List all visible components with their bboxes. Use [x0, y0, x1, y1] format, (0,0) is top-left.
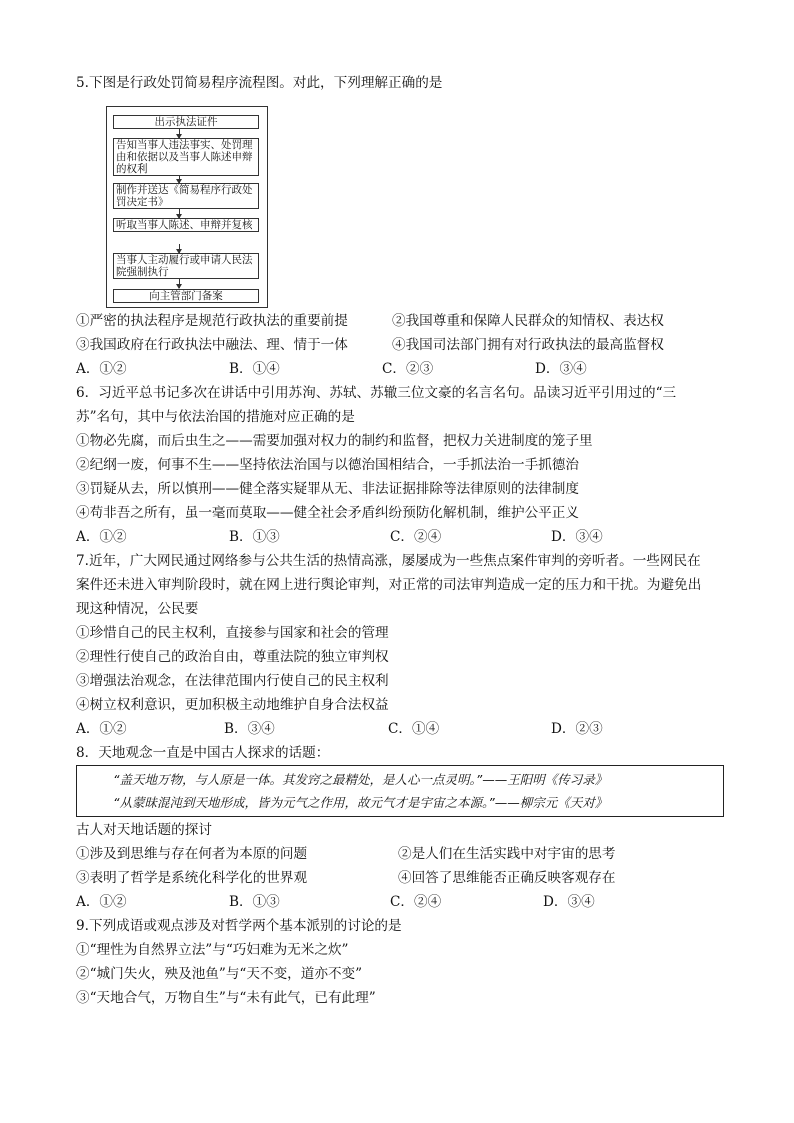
- question-stem: 8．天地观念一直是中国古人探求的话题：: [76, 745, 330, 761]
- choice-item: ①“理性为自然界立法”与“巧妇难为无米之炊”: [76, 942, 349, 958]
- choice-item: ③“天地合气，万物自生”与“未有此气，已有此理”: [76, 990, 376, 1006]
- option-c[interactable]: C．②③: [382, 361, 434, 377]
- option-d[interactable]: D．③④: [535, 361, 587, 377]
- quote-box: [76, 765, 724, 817]
- option-b[interactable]: B．①④: [229, 361, 280, 377]
- choice-item: ④树立权利意识，更加积极主动地维护自身合法权益: [76, 697, 389, 713]
- option-c[interactable]: C．①④: [388, 721, 440, 737]
- flow-arrow: [179, 129, 180, 138]
- question-6: [76, 384, 724, 546]
- choice-item: ①涉及到思维与存在何者为本原的问题: [76, 846, 308, 862]
- option-d[interactable]: D．③④: [543, 894, 595, 910]
- choice-item: ③增强法治观念，在法律范围内行使自己的民主权利: [76, 673, 389, 689]
- choice-item: ②是人们在生活实践中对宇宙的思考: [398, 846, 616, 862]
- flow-arrow: [179, 279, 180, 288]
- question-9: [76, 917, 724, 1007]
- question-stem: 案件还未进入审判阶段时，就在网上进行舆论审判，对正常的司法审判造成一定的压力和干扰。为避免出: [76, 577, 702, 593]
- flow-step-6: 向主管部门备案: [113, 289, 259, 303]
- flow-step-4: 听取当事人陈述、申辩并复核: [113, 218, 259, 232]
- choice-item: ①珍惜自己的民主权利，直接参与国家和社会的管理: [76, 625, 389, 641]
- choice-item: ④回答了思维能否正确反映客观存在: [398, 870, 616, 886]
- choice-item: ②“城门失火，殃及池鱼”与“天不变，道亦不变”: [76, 966, 363, 982]
- flow-step-1: 出示执法证件: [113, 115, 259, 129]
- question-stem: 9.下列成语或观点涉及对哲学两个基本派别的讨论的是: [76, 918, 402, 934]
- choice-item: ③罚疑从去，所以慎刑——健全落实疑罪从无、非法证据排除等法律原则的法律制度: [76, 481, 579, 497]
- question-stem: 7.近年，广大网民通过网络参与公共生活的热情高涨，屡屡成为一些焦点案件审判的旁听者。一些网民在: [76, 553, 701, 569]
- option-a[interactable]: A．①②: [76, 361, 127, 377]
- flow-arrow: [179, 244, 180, 253]
- question-stem: 苏”名句，其中与依法治国的措施对应正确的是: [76, 409, 355, 425]
- flowchart: [106, 106, 268, 308]
- choice-item: ②我国尊重和保障人民群众的知情权、表达权: [392, 313, 664, 329]
- exam-page: [76, 74, 724, 1007]
- flow-step-2: 告知当事人违法事实、处罚理由和依据以及当事人陈述申辩的权利: [113, 138, 259, 176]
- flow-arrow: [179, 176, 180, 183]
- option-b[interactable]: B．①③: [229, 529, 280, 545]
- option-a[interactable]: A．①②: [76, 529, 127, 545]
- choice-item: ④我国司法部门拥有对行政执法的最高监督权: [392, 337, 664, 353]
- choice-item: ②纪纲一废，何事不生——坚持依法治国与以德治国相结合，一手抓法治一手抓德治: [76, 457, 579, 473]
- question-lead: 古人对天地话题的探讨: [76, 822, 212, 838]
- option-b[interactable]: B．③④: [224, 721, 275, 737]
- question-stem: 现这种情况，公民要: [76, 601, 199, 617]
- question-8: [76, 744, 724, 911]
- option-c[interactable]: C．②④: [390, 894, 442, 910]
- choice-item: ③我国政府在行政执法中融法、理、情于一体: [76, 337, 348, 353]
- question-stem: 6．习近平总书记多次在讲话中引用苏洵、苏轼、苏辙三位文豪的名言名句。品读习近平引用过的“三: [76, 385, 677, 401]
- option-a[interactable]: A．①②: [76, 721, 127, 737]
- choice-item: ③表明了哲学是系统化科学化的世界观: [76, 870, 308, 886]
- option-c[interactable]: C．②④: [390, 529, 442, 545]
- flow-arrow: [179, 209, 180, 218]
- option-d[interactable]: D．③④: [551, 529, 603, 545]
- choice-item: ④苟非吾之所有，虽一毫而莫取——健全社会矛盾纠纷预防化解机制，维护公平正义: [76, 505, 579, 521]
- choice-item: ②理性行使自己的政治自由，尊重法院的独立审判权: [76, 649, 389, 665]
- option-b[interactable]: B．①③: [229, 894, 280, 910]
- quote-line: “从蒙昧混沌到天地形成，皆为元气之作用，故元气才是宇宙之本源。”——柳宗元《天对》: [113, 795, 608, 810]
- question-7: [76, 552, 724, 738]
- flow-step-5: 当事人主动履行或申请人民法院强制执行: [113, 253, 259, 279]
- flow-step-3: 制作并送达《简易程序行政处罚决定书》: [113, 183, 259, 209]
- option-a[interactable]: A．①②: [76, 894, 127, 910]
- option-d[interactable]: D．②③: [551, 721, 603, 737]
- question-stem: 5.下图是行政处罚简易程序流程图。对此，下列理解正确的是: [76, 75, 443, 91]
- choice-item: ①严密的执法程序是规范行政执法的重要前提: [76, 313, 348, 329]
- quote-line: “盖天地万物，与人原是一体。其发窍之最精处，是人心一点灵明。”——王阳明《传习录》: [113, 772, 608, 787]
- question-5: [76, 74, 724, 378]
- choice-item: ①物必先腐，而后虫生之——需要加强对权力的制约和监督，把权力关进制度的笼子里: [76, 433, 593, 449]
